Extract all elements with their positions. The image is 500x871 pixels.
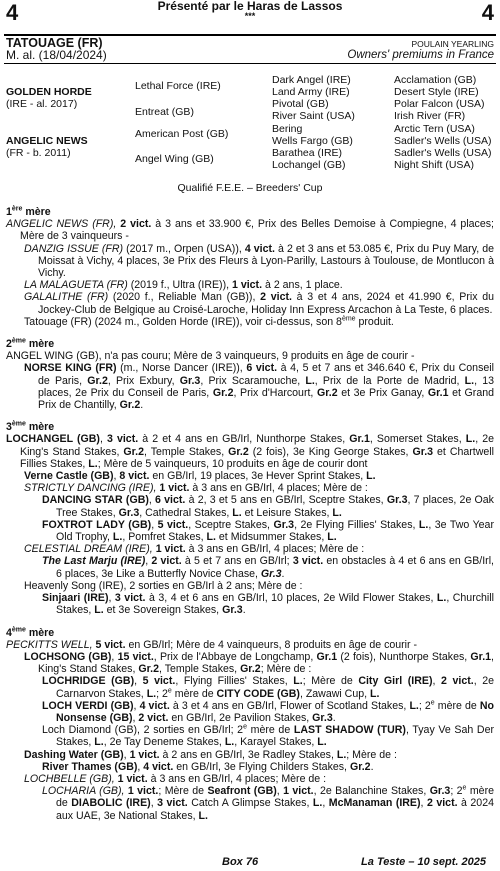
pedigree-gen3: Pivotal (GB): [272, 98, 329, 110]
pedigree-gen4: Arctic Tern (USA): [394, 123, 475, 135]
paragraph: LOCHSONG (GB), 15 vict., Prix de l'Abbaye de Longchamp, Gr.1 (2 fois), Nunthorpe Stakes, Gr.1, King's Stand Stakes, Gr.2, Temple Stakes, Gr.2; Mère de :: [24, 650, 494, 676]
paragraph: LOCHARIA (GB), 1 vict.; Mère de Seafront (GB), 1 vict., 2e Balanchine Stakes, Gr.3; 2e mère de DIABOLIC (IRE), 3 vict. Catch A Glimpse Stakes, L., McManaman (IRE), 2 vict. à 2024 aux UAE, 3e National Stakes, L.: [42, 784, 494, 822]
owners-premiums: Owners' premiums in France: [347, 49, 494, 61]
pedigree-gen3: River Saint (USA): [272, 110, 355, 122]
pedigree-gen4: Polar Falcon (USA): [394, 98, 485, 110]
sale-place-date: La Teste – 10 sept. 2025: [361, 856, 486, 868]
paragraph: DANZIG ISSUE (FR) (2017 m., Orpen (USA)), 4 vict. à 2 et 3 ans et 53.085 €, Prix du Puy Mary, de Moissat à Vichy, 4 places, 3e Prix des Fleurs à Lyon-Parilly, Lastours à Toulouse, de Montlucon à Vichy.: [24, 242, 494, 280]
paragraph: LOCHANGEL (GB), 3 vict. à 2 et 4 ans en GB/Irl, Nunthorpe Stakes, Gr.1, Somerset Stakes, L., 2e King's Stand Stakes, Gr.2, Temple Stakes, Gr.2 (2 fois), 3e King George Stakes, Gr.3 et Chartwell Fillies Stakes, L.; Mère de 5 vainqueurs, 10 produits en âge de courir dont: [6, 433, 495, 470]
paragraph: LOCHRIDGE (GB), 5 vict., Flying Fillies' Stakes, L.; Mère de City Girl (IRE), 2 vict., 2e Carnarvon Stakes, L.; 2e mère de CITY CODE (GB), Zawawi Cup, L.: [42, 675, 495, 700]
qualification: Qualifié F.E.E. – Breeders' Cup: [177, 182, 323, 194]
pedigree-gen2: American Post (GB): [135, 128, 229, 140]
horse-category: POULAIN YEARLING: [411, 39, 494, 49]
pedigree-gen4: Irish River (FR): [394, 110, 466, 122]
stars: ***: [244, 11, 256, 21]
pedigree-gen2: Angel Wing (GB): [135, 153, 214, 165]
section-third-dam: 3ème mère: [6, 420, 55, 434]
title-rule: [4, 63, 496, 64]
pedigree-gen4: Acclamation (GB): [394, 74, 477, 86]
paragraph: DANCING STAR (GB), 6 vict. à 2, 3 et 5 ans en GB/Irl, Sceptre Stakes, Gr.3, 7 places, 2e Oak Tree Stakes, Gr.3, Cathedral Stakes, L. et Leisure Stakes, L.: [42, 494, 494, 519]
section-fourth-dam: 4ème mère: [6, 625, 55, 639]
pedigree-gen3: Barathea (IRE): [272, 147, 343, 159]
pedigree-gen4: Desert Style (IRE): [394, 86, 479, 98]
pedigree-gen3: Land Army (IRE): [272, 86, 350, 98]
paragraph: Dashing Water (GB), 1 vict. à 2 ans en GB/Irl, 3e Radley Stakes, L.; Mère de :: [24, 748, 397, 761]
lot-number-right: 4: [481, 0, 494, 25]
paragraph: STRICTLY DANCING (IRE), 1 vict. à 3 ans en GB/Irl, 4 places; Mère de :: [24, 482, 368, 495]
paragraph: NORSE KING (FR) (m., Norse Dancer (IRE)), 6 vict. à 4, 5 et 7 ans et 346.640 €, Prix du Conseil de Paris, Gr.2, Prix Exbury, Gr.3, Prix Scaramouche, L., Prix de la Porte de Madrid, L., 13 places, 2e Prix du Conseil de Paris, Gr.2, Prix d'Harcourt, Gr.2 et 3e Prix Ganay, Gr.1 et Grand Prix de Chantilly, Gr.2.: [24, 362, 494, 412]
paragraph: FOXTROT LADY (GB), 5 vict., Sceptre Stakes, Gr.3, 2e Flying Fillies' Stakes, L., 3e Two Year Old Trophy, L., Pomfret Stakes, L. et Midsummer Stakes, L.: [42, 518, 494, 544]
paragraph: CELESTIAL DREAM (IRE), 1 vict. à 3 ans en GB/Irl, 4 places; Mère de :: [24, 543, 365, 556]
pedigree-gen2: Lethal Force (IRE): [135, 80, 221, 92]
paragraph: Sinjaari (IRE), 3 vict. à 3, 4 et 6 ans en GB/Irl, 10 places, 2e Wild Flower Stakes, L., Churchill Stakes, L. et 3e Sovereign Stakes, Gr.3.: [42, 592, 494, 617]
pedigree-gen4: Night Shift (USA): [394, 159, 474, 171]
paragraph: Loch Diamond (GB), 2 sorties en GB/Irl; 2e mère de LAST SHADOW (TUR), Tyay Ve Sah Der Stakes, L., 2e Tay Deneme Stakes, L., Karayel Stakes, L.: [42, 723, 495, 749]
paragraph: LOCHBELLE (GB), 1 vict. à 3 ans en GB/Irl, 4 places; Mère de :: [24, 772, 327, 785]
sire-info: (IRE - al. 2017): [6, 98, 78, 110]
paragraph: Heavenly Song (IRE), 2 sorties en GB/Irl à 2 ans; Mère de :: [24, 579, 303, 592]
horse-name: TATOUAGE (FR): [6, 36, 103, 50]
paragraph: GALALITHE (FR) (2020 f., Reliable Man (GB)), 2 vict. à 3 et 4 ans, 2024 et 41.990 €, Prix du Jockey-Club de Belgique au Croisé-Laroche, Holiday Inn Express Arcachon à La Teste, 6 places.: [24, 291, 494, 316]
paragraph: The Last Marju (IRE), 2 vict. à 5 et 7 ans en GB/Irl; 3 vict. en obstacles à 4 et 6 ans en GB/Irl, 6 places, 3e Like a Butterfly Novice Chase, Gr.3.: [42, 555, 494, 580]
pedigree-gen2: Entreat (GB): [135, 106, 194, 118]
paragraph: Tatouage (FR) (2024 m., Golden Horde (IRE)), voir ci-dessus, son 8ème produit.: [24, 315, 394, 328]
paragraph: LOCH VERDI (GB), 4 vict. à 3 et 4 ans en GB/Irl, Flower of Scotland Stakes, L.; 2e mère de No Nonsense (GB), 2 vict. en GB/Irl, 2e Pavilion Stakes, Gr.3.: [42, 699, 495, 724]
paragraph: River Thames (GB), 4 vict. en GB/Irl, 3e Flying Childers Stakes, Gr.2.: [42, 760, 374, 773]
pedigree-gen3: Dark Angel (IRE): [272, 74, 351, 86]
paragraph: PECKITTS WELL, 5 vict. en GB/Irl; Mère de 4 vainqueurs, 8 produits en âge de courir -: [6, 638, 418, 651]
paragraph: Verne Castle (GB), 8 vict. en GB/Irl, 19 places, 3e Hever Sprint Stakes, L.: [24, 470, 376, 483]
dam-name: ANGELIC NEWS: [6, 135, 88, 147]
horse-description: M. al. (18/04/2024): [6, 48, 107, 62]
dam-info: (FR - b. 2011): [6, 147, 71, 159]
lot-number-left: 4: [6, 0, 19, 25]
pedigree-gen3: Lochangel (GB): [272, 159, 346, 171]
presented-by: Présenté par le Haras de Lassos: [157, 0, 343, 13]
paragraph: ANGELIC NEWS (FR), 2 vict. à 3 ans et 33.900 €, Prix des Belles Demoise à Compiegne, 4 places; Mère de 3 vainqueurs -: [6, 218, 494, 243]
pedigree-gen4: Sadler's Wells (USA): [394, 135, 492, 147]
catalogue-body: [6, 206, 494, 822]
section-second-dam: 2ème mère: [6, 337, 55, 351]
section-first-dam: 1ère mère: [6, 205, 51, 218]
pedigree-gen3: Wells Fargo (GB): [272, 135, 353, 147]
box-number: Box 76: [222, 856, 259, 868]
paragraph: ANGEL WING (GB), n'a pas couru; Mère de 3 vainqueurs, 9 produits en âge de courir -: [6, 350, 415, 363]
paragraph: LA MALAGUETA (FR) (2019 f., Ultra (IRE)), 1 vict. à 2 ans, 1 place.: [24, 279, 343, 292]
pedigree-gen3: Bering: [272, 123, 303, 135]
pedigree-gen4: Sadler's Wells (USA): [394, 147, 492, 159]
sire-name: GOLDEN HORDE: [6, 86, 92, 98]
